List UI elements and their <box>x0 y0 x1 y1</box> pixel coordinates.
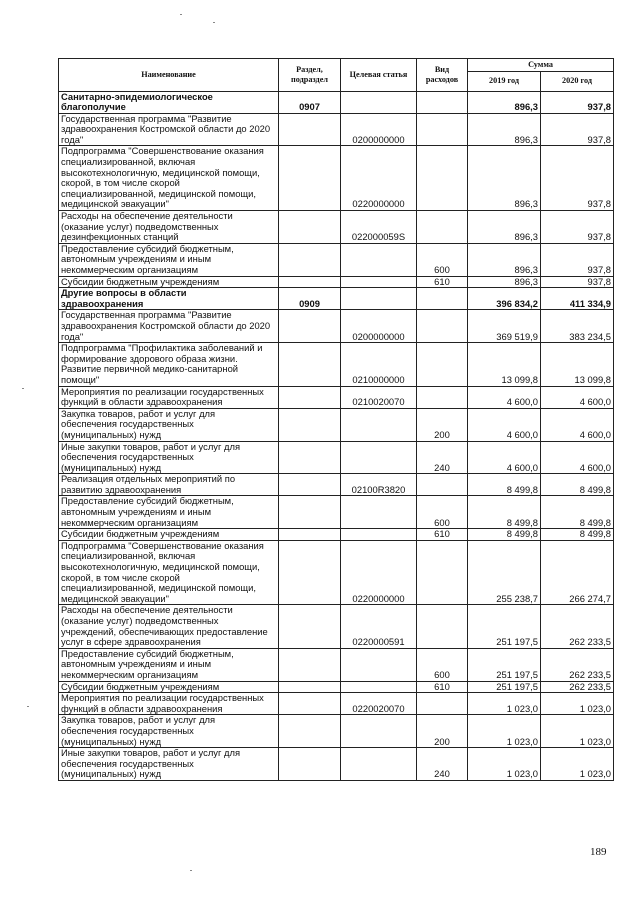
row-name-line: Государственная программа "Развитие <box>61 113 232 124</box>
table-row <box>59 288 614 310</box>
row-target: 0220000000 <box>341 540 417 605</box>
row-name-line: Субсидии бюджетным учреждениям <box>61 276 220 287</box>
row-value-2019: 8 499,8 <box>468 496 541 529</box>
row-name-line: здравоохранения Костромской области до 2020 <box>61 123 271 135</box>
row-name-line: Расходы на обеспечение деятельности <box>61 210 233 222</box>
row-section: 0909 <box>279 288 341 310</box>
budget-table <box>58 58 614 781</box>
row-name-line: обеспечения государственных <box>61 757 194 769</box>
row-section <box>279 146 341 211</box>
row-type <box>417 91 468 113</box>
scan-speck <box>22 388 24 389</box>
row-name <box>59 276 279 288</box>
row-type: 600 <box>417 648 468 681</box>
header-2019: 2019 год <box>468 71 541 91</box>
row-name-line: медицинской эвакуации" <box>61 592 169 604</box>
row-value-2020: 8 499,8 <box>541 529 614 541</box>
row-value-2020: 937,8 <box>541 146 614 211</box>
row-name-line: Иные закупки товаров, работ и услуг для <box>61 747 241 759</box>
table-row <box>59 715 614 748</box>
row-name <box>59 343 279 386</box>
row-type: 240 <box>417 441 468 474</box>
row-section <box>279 648 341 681</box>
row-name-line: года" <box>61 133 84 145</box>
row-name-line: Санитарно-эпидемиологическое <box>61 91 213 102</box>
row-value-2020: 262 233,5 <box>541 681 614 693</box>
row-name-line: Расходы на обеспечение деятельности <box>61 604 233 616</box>
row-value-2019: 896,3 <box>468 211 541 244</box>
row-name-line: здравоохранения Костромской области до 2020 <box>61 319 271 331</box>
row-name <box>59 681 279 693</box>
table-row <box>59 211 614 244</box>
row-name <box>59 605 279 648</box>
row-name <box>59 113 279 146</box>
row-value-2020: 1 023,0 <box>541 748 614 781</box>
row-name-line: высокотехнологичную, медицинской помощи, <box>61 166 260 178</box>
scan-speck <box>180 14 182 15</box>
row-value-2020: 4 600,0 <box>541 441 614 474</box>
row-type <box>417 343 468 386</box>
row-name-line: Мероприятия по реализации государственных <box>61 386 264 397</box>
row-type: 610 <box>417 276 468 288</box>
row-name-line: функций в области здравоохранения <box>61 702 223 714</box>
row-name-line: Предоставление субсидий бюджетным, <box>61 243 234 254</box>
row-type <box>417 605 468 648</box>
table-row <box>59 681 614 693</box>
row-value-2020: 4 600,0 <box>541 408 614 441</box>
row-name-line: Подпрограмма "Профилактика заболеваний и <box>61 342 263 354</box>
row-target <box>341 288 417 310</box>
row-name-line: автономным учреждениям и иным <box>61 253 212 265</box>
header-type: Вид расходов <box>417 59 468 92</box>
row-section <box>279 386 341 408</box>
row-name-line: (муниципальных) нужд <box>61 461 162 473</box>
row-name-line: Закупка товаров, работ и услуг для <box>61 714 216 726</box>
row-section <box>279 529 341 541</box>
row-name <box>59 496 279 529</box>
row-name-line: помощи" <box>61 373 100 385</box>
row-section <box>279 681 341 693</box>
row-target: 0220000591 <box>341 605 417 648</box>
row-value-2020: 937,8 <box>541 91 614 113</box>
table-row <box>59 386 614 408</box>
table-row <box>59 113 614 146</box>
row-value-2019: 1 023,0 <box>468 715 541 748</box>
table-header <box>59 59 614 92</box>
row-value-2019: 396 834,2 <box>468 288 541 310</box>
row-value-2020: 266 274,7 <box>541 540 614 605</box>
row-section <box>279 605 341 648</box>
row-target <box>341 681 417 693</box>
header-name: Наименование <box>59 59 279 92</box>
row-name-line: Государственная программа "Развитие <box>61 309 232 321</box>
row-type <box>417 211 468 244</box>
page-number: 189 <box>590 846 607 858</box>
row-target <box>341 441 417 474</box>
row-name-line: Мероприятия по реализации государственных <box>61 692 264 704</box>
table-row <box>59 91 614 113</box>
row-name-line: обеспечения государственных <box>61 724 194 736</box>
row-name-line: автономным учреждениям и иным <box>61 506 212 518</box>
row-name-line: Предоставление субсидий бюджетным, <box>61 648 234 659</box>
row-name-line: услуг в сфере здравоохранения <box>61 636 201 648</box>
table-body <box>59 91 614 780</box>
table-row <box>59 408 614 441</box>
row-type <box>417 474 468 496</box>
table-row <box>59 496 614 529</box>
row-target: 02100R3820 <box>341 474 417 496</box>
row-name-line: Другие вопросы в области <box>61 287 187 299</box>
row-target <box>341 648 417 681</box>
row-name-line: Субсидии бюджетным учреждениям <box>61 681 220 692</box>
row-section <box>279 343 341 386</box>
header-section: Раздел, подраздел <box>279 59 341 92</box>
row-name-line: скорой, в том числе скорой <box>61 571 180 583</box>
row-type: 610 <box>417 681 468 693</box>
row-target: 0220020070 <box>341 693 417 715</box>
row-name <box>59 211 279 244</box>
row-value-2019: 251 197,5 <box>468 648 541 681</box>
row-type <box>417 310 468 343</box>
row-name <box>59 441 279 474</box>
header-2020: 2020 год <box>541 71 614 91</box>
row-target: 0210020070 <box>341 386 417 408</box>
row-value-2019: 8 499,8 <box>468 474 541 496</box>
row-type <box>417 288 468 310</box>
row-type: 240 <box>417 748 468 781</box>
table-row <box>59 648 614 681</box>
row-target <box>341 91 417 113</box>
row-value-2020: 262 233,5 <box>541 605 614 648</box>
row-target <box>341 243 417 276</box>
row-name-line: Субсидии бюджетным учреждениям <box>61 528 220 540</box>
row-section <box>279 211 341 244</box>
row-name <box>59 474 279 496</box>
row-section <box>279 113 341 146</box>
row-section <box>279 276 341 288</box>
row-name <box>59 748 279 781</box>
row-name-line: специализированной, медицинской помощи, <box>61 582 256 594</box>
row-target: 0200000000 <box>341 310 417 343</box>
row-value-2019: 4 600,0 <box>468 408 541 441</box>
row-value-2020: 937,8 <box>541 276 614 288</box>
row-name-line: учреждений, обеспечивающих предоставление <box>61 625 268 637</box>
row-section <box>279 496 341 529</box>
row-section <box>279 441 341 474</box>
row-name-line: обеспечения государственных <box>61 451 194 463</box>
row-name-line: (оказание услуг) подведомственных <box>61 615 219 626</box>
row-name-line: специализированной, включая <box>61 156 196 168</box>
row-name-line: благополучие <box>61 101 126 113</box>
row-name-line: Подпрограмма "Совершенствование оказания <box>61 145 264 157</box>
row-name <box>59 288 279 310</box>
scan-speck <box>27 706 29 707</box>
row-value-2020: 411 334,9 <box>541 288 614 310</box>
row-name-line: скорой, в том числе скорой <box>61 177 180 189</box>
row-value-2019: 8 499,8 <box>468 529 541 541</box>
row-name-line: формирование здорового образа жизни. <box>61 352 238 364</box>
row-name-line: некоммерческим организациям <box>61 516 199 528</box>
row-name-line: года" <box>61 330 84 342</box>
row-type <box>417 386 468 408</box>
row-value-2019: 4 600,0 <box>468 386 541 408</box>
row-type <box>417 540 468 605</box>
row-name-line: Иные закупки товаров, работ и услуг для <box>61 441 241 452</box>
row-name-line: Закупка товаров, работ и услуг для <box>61 408 216 419</box>
scan-speck <box>190 870 192 871</box>
row-value-2020: 1 023,0 <box>541 693 614 715</box>
row-type <box>417 693 468 715</box>
row-name <box>59 310 279 343</box>
table-row <box>59 529 614 541</box>
row-section <box>279 748 341 781</box>
row-value-2019: 251 197,5 <box>468 681 541 693</box>
row-name-line: автономным учреждениям и иным <box>61 658 212 670</box>
table-row <box>59 540 614 605</box>
row-target <box>341 529 417 541</box>
row-value-2019: 1 023,0 <box>468 693 541 715</box>
row-value-2020: 383 234,5 <box>541 310 614 343</box>
row-name <box>59 693 279 715</box>
table-row <box>59 474 614 496</box>
row-value-2020: 13 099,8 <box>541 343 614 386</box>
row-value-2019: 251 197,5 <box>468 605 541 648</box>
table-row <box>59 605 614 648</box>
row-name-line: некоммерческим организациям <box>61 668 199 680</box>
table-row <box>59 243 614 276</box>
row-name-line: (муниципальных) нужд <box>61 735 162 747</box>
row-name <box>59 540 279 605</box>
row-name-line: функций в области здравоохранения <box>61 396 223 408</box>
row-value-2019: 13 099,8 <box>468 343 541 386</box>
row-name-line: дезинфекционных станций <box>61 231 179 243</box>
row-target <box>341 748 417 781</box>
row-name-line: специализированной, медицинской помощи, <box>61 187 256 199</box>
row-value-2019: 1 023,0 <box>468 748 541 781</box>
row-name <box>59 648 279 681</box>
row-name <box>59 408 279 441</box>
row-type: 600 <box>417 496 468 529</box>
table-row <box>59 693 614 715</box>
row-target <box>341 276 417 288</box>
row-type: 610 <box>417 529 468 541</box>
row-type <box>417 146 468 211</box>
row-name <box>59 715 279 748</box>
row-name <box>59 91 279 113</box>
row-target: 022000059S <box>341 211 417 244</box>
row-name-line: Подпрограмма "Совершенствование оказания <box>61 540 264 551</box>
row-value-2020: 262 233,5 <box>541 648 614 681</box>
row-name-line: (оказание услуг) подведомственных <box>61 220 219 232</box>
table-row <box>59 343 614 386</box>
row-target: 0220000000 <box>341 146 417 211</box>
row-value-2019: 255 238,7 <box>468 540 541 605</box>
row-value-2020: 4 600,0 <box>541 386 614 408</box>
row-value-2019: 896,3 <box>468 113 541 146</box>
row-name-line: развитию здравоохранения <box>61 483 182 495</box>
table-row <box>59 276 614 288</box>
row-name <box>59 529 279 541</box>
row-name <box>59 243 279 276</box>
row-value-2020: 8 499,8 <box>541 474 614 496</box>
row-value-2020: 937,8 <box>541 113 614 146</box>
row-name-line: высокотехнологичную, медицинской помощи, <box>61 561 260 573</box>
row-section <box>279 310 341 343</box>
table-row <box>59 441 614 474</box>
row-value-2019: 896,3 <box>468 91 541 113</box>
scan-speck <box>213 22 215 23</box>
row-name <box>59 146 279 211</box>
row-section <box>279 474 341 496</box>
row-name-line: здравоохранения <box>61 297 144 309</box>
row-section <box>279 408 341 441</box>
row-name-line: обеспечения государственных <box>61 418 194 430</box>
row-type <box>417 113 468 146</box>
table-row <box>59 310 614 343</box>
row-section <box>279 540 341 605</box>
row-name-line: Реализация отдельных мероприятий по <box>61 473 236 485</box>
row-type: 600 <box>417 243 468 276</box>
row-name-line: некоммерческим организациям <box>61 264 199 275</box>
row-type: 200 <box>417 408 468 441</box>
row-name <box>59 386 279 408</box>
row-target <box>341 496 417 529</box>
row-value-2019: 896,3 <box>468 146 541 211</box>
row-target: 0200000000 <box>341 113 417 146</box>
row-name-line: медицинской эвакуации" <box>61 198 169 210</box>
header-sum: Сумма <box>468 59 614 72</box>
row-value-2020: 937,8 <box>541 211 614 244</box>
row-name-line: Развитие первичной медико-санитарной <box>61 363 239 375</box>
row-value-2019: 4 600,0 <box>468 441 541 474</box>
row-target <box>341 715 417 748</box>
table-row <box>59 748 614 781</box>
row-name-line: (муниципальных) нужд <box>61 428 162 440</box>
row-value-2020: 1 023,0 <box>541 715 614 748</box>
row-name-line: Предоставление субсидий бюджетным, <box>61 495 234 507</box>
row-target: 0210000000 <box>341 343 417 386</box>
row-section: 0907 <box>279 91 341 113</box>
row-value-2019: 896,3 <box>468 276 541 288</box>
row-type: 200 <box>417 715 468 748</box>
row-name-line: (муниципальных) нужд <box>61 768 162 780</box>
header-target: Целевая статья <box>341 59 417 92</box>
table-row <box>59 146 614 211</box>
row-value-2019: 896,3 <box>468 243 541 276</box>
row-target <box>341 408 417 441</box>
row-value-2019: 369 519,9 <box>468 310 541 343</box>
row-value-2020: 8 499,8 <box>541 496 614 529</box>
row-section <box>279 243 341 276</box>
row-section <box>279 693 341 715</box>
row-name-line: специализированной, включая <box>61 550 196 562</box>
row-section <box>279 715 341 748</box>
row-value-2020: 937,8 <box>541 243 614 276</box>
